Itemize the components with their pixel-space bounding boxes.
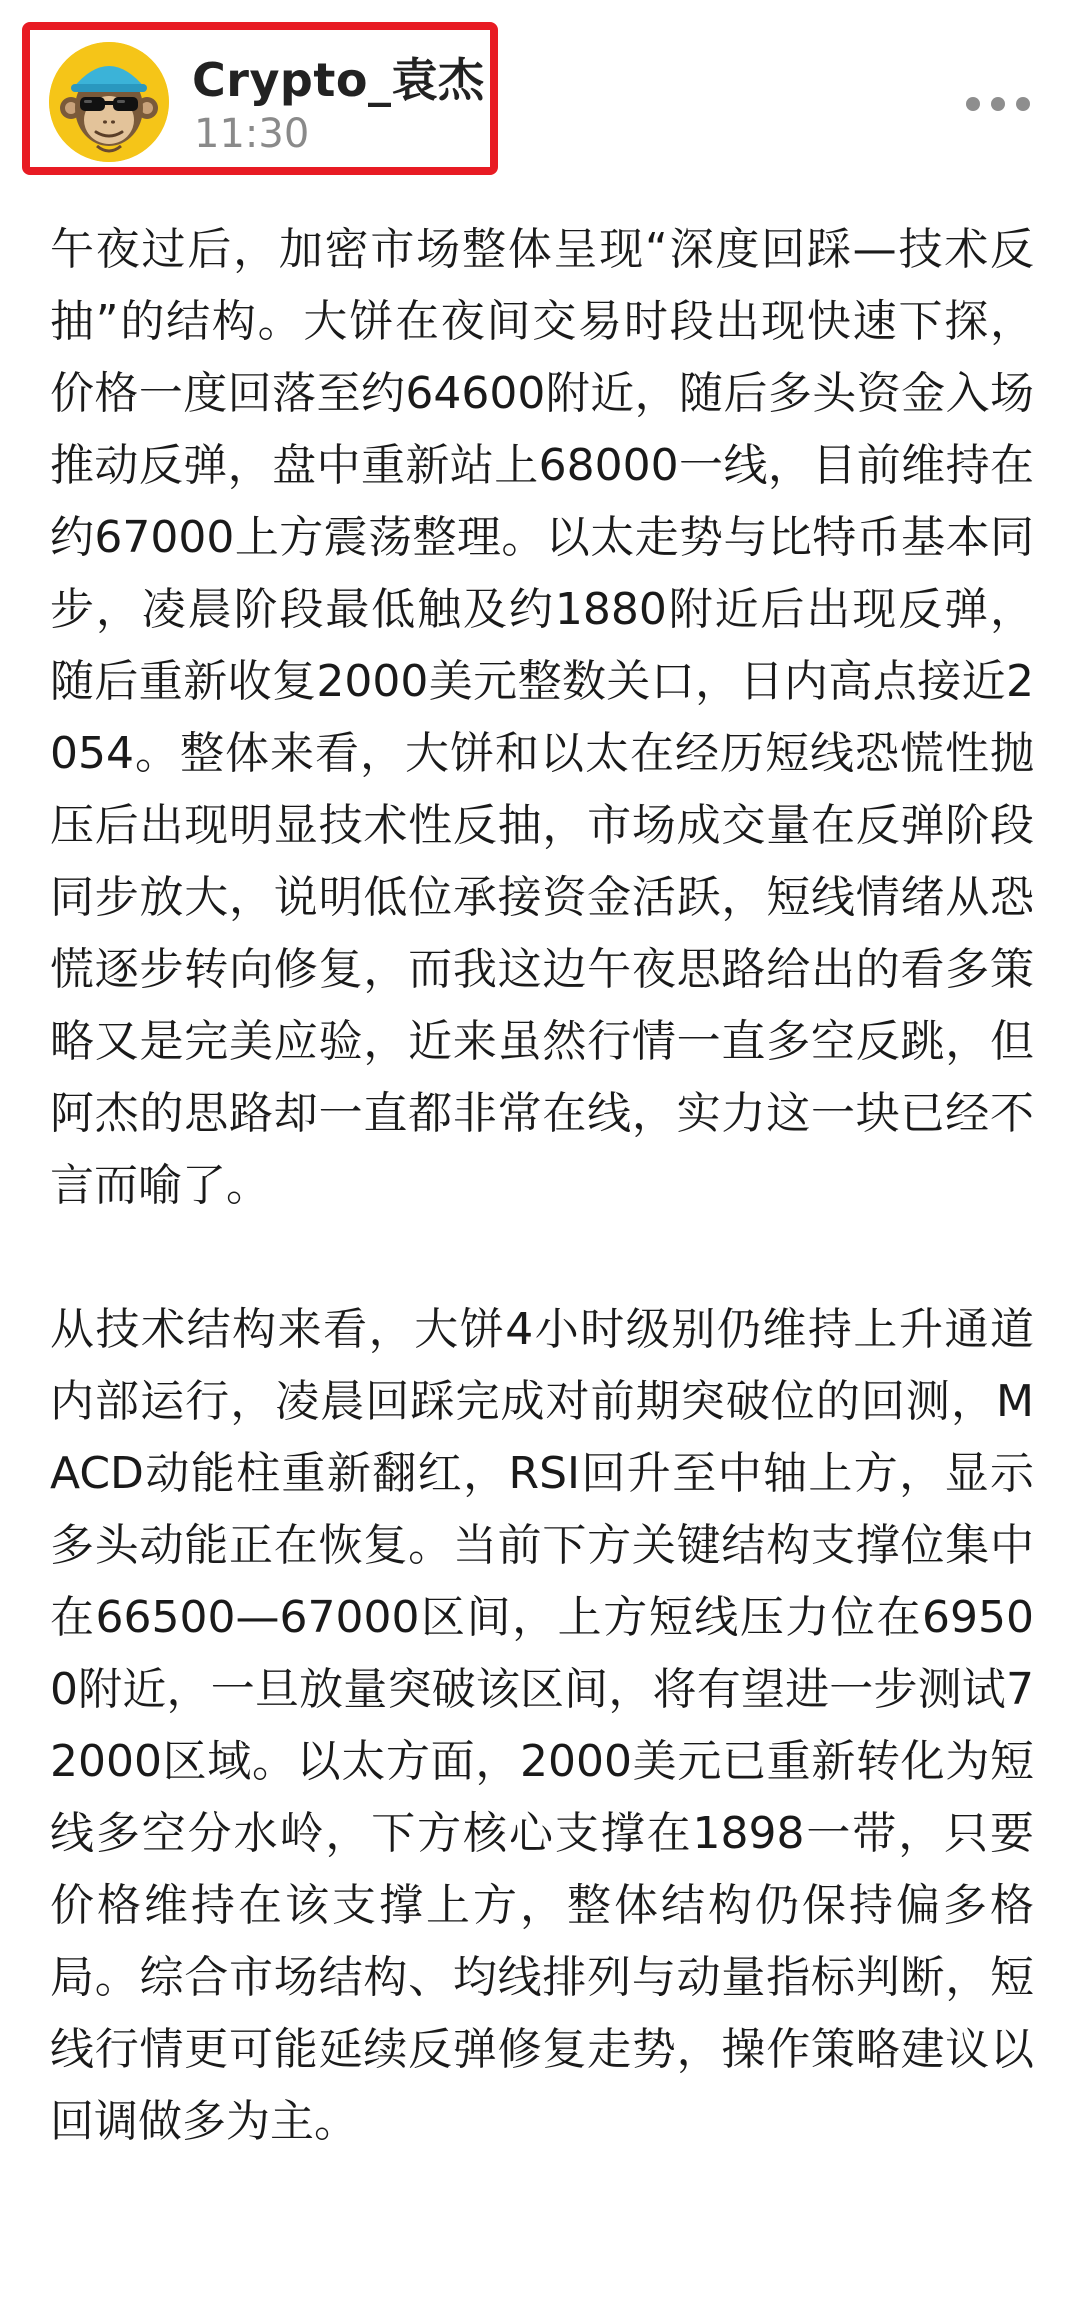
post-time: 11:30 [194, 111, 310, 157]
post-header [0, 0, 1078, 190]
post-content [50, 214, 1034, 2158]
monkey-avatar-icon[interactable] [49, 42, 169, 162]
more-dot-icon [1016, 97, 1030, 111]
more-options-button[interactable] [966, 84, 1030, 124]
more-dot-icon [991, 97, 1005, 111]
author-name[interactable]: Crypto_袁杰 [192, 53, 485, 107]
post-paragraph: 午夜过后，加密市场整体呈现“深度回踩—技术反抽”的结构。大饼在夜间交易时段出现快速下探，价格一度回落至约64600附近，随后多头资金入场推动反弹，盘中重新站上68000一线，目前维持在约67000上方震荡整理。以太走势与比特币基本同步，凌晨阶段最低触及约1880附近后出现反弹，随后重新收复2000美元整数关口，日内高点接近2054。整体来看，大饼和以太在经历短线恐慌性抛压后出现明显技术性反抽，市场成交量在反弹阶段同步放大，说明低位承接资金活跃，短线情绪从恐慌逐步转向修复，而我这边午夜思路给出的看多策略又是完美应验，近来虽然行情一直多空反跳，但阿杰的思路却一直都非常在线，实力这一块已经不言而喻了。 [50, 224, 1034, 1211]
post-paragraph: 从技术结构来看，大饼4小时级别仍维持上升通道内部运行，凌晨回踩完成对前期突破位的回测，MACD动能柱重新翻红，RSI回升至中轴上方，显示多头动能正在恢复。当前下方关键结构支撑位集中在66500—67000区间，上方短线压力位在69500附近，一旦放量突破该区间，将有望进一步测试72000区域。以太方面，2000美元已重新转化为短线多空分水岭，下方核心支撑在1898一带，只要价格维持在该支撑上方，整体结构仍保持偏多格局。综合市场结构、均线排列与动量指标判断，短线行情更可能延续反弹修复走势，操作策略建议以回调做多为主。 [50, 1304, 1034, 2147]
more-dot-icon [966, 97, 980, 111]
